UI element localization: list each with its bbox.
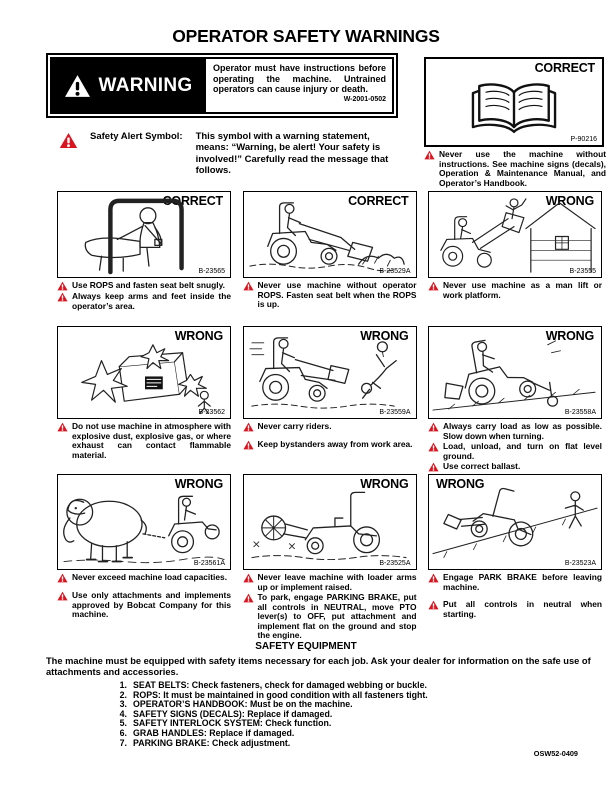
verdict-label: WRONG bbox=[174, 477, 223, 491]
illustration-explosion bbox=[58, 327, 230, 418]
caption-text: Never leave machine with loader arms up or implement raised. bbox=[257, 572, 417, 592]
equipment-item-text: GRAB HANDLES: Replace if damaged. bbox=[133, 727, 295, 738]
caption-text: Always keep arms and feet inside the operator’s area. bbox=[72, 291, 231, 311]
figure-code: P-90216 bbox=[570, 136, 597, 143]
panel-captions bbox=[243, 573, 417, 641]
figure-code: B-23558A bbox=[564, 409, 596, 416]
equipment-item-text: SAFETY SIGNS (DECALS): Replace if damaged. bbox=[133, 708, 333, 719]
caption-text: To park, engage PARKING BRAKE, put all controls in NEUTRAL, move PTO lever(s) to OFF, put attachment and implement flat on the ground and stop the engine. bbox=[257, 592, 417, 641]
caption-text: Never exceed machine load capacities. bbox=[72, 572, 228, 582]
alert-triangle-icon bbox=[59, 132, 78, 149]
caption-text: Use ROPS and fasten seat belt snugly. bbox=[72, 280, 225, 290]
illustration-slope-dismount bbox=[429, 475, 601, 569]
caption-item bbox=[57, 591, 231, 620]
alert-triangle-icon bbox=[428, 281, 439, 291]
panel-captions bbox=[57, 422, 231, 460]
equipment-item-number: 1. bbox=[119, 680, 127, 690]
caption-item bbox=[428, 573, 602, 592]
panel-captions bbox=[428, 422, 602, 472]
caption-item bbox=[424, 150, 606, 188]
panel-correct-rops-seatbelt bbox=[57, 191, 231, 312]
panel-row-2 bbox=[57, 326, 602, 473]
figure-code: B-23562 bbox=[198, 409, 225, 416]
verdict-label: WRONG bbox=[360, 477, 409, 491]
illustration-elephant-overload bbox=[58, 475, 230, 569]
safety-alert-row bbox=[59, 131, 411, 177]
equipment-item-text: PARKING BRAKE: Check adjustment. bbox=[133, 737, 291, 748]
alert-triangle-icon bbox=[428, 422, 439, 432]
verdict-label: CORRECT bbox=[534, 61, 595, 75]
warning-code: W-2001-0502 bbox=[343, 95, 386, 103]
panel-wrong-riders bbox=[243, 326, 417, 473]
equipment-item-number: 3. bbox=[119, 699, 127, 710]
illustration-rider-falling bbox=[244, 327, 416, 418]
panel-row-3 bbox=[57, 474, 602, 642]
illustration-seatbelt bbox=[58, 192, 230, 277]
caption-item bbox=[428, 600, 602, 619]
equipment-item-text: SEAT BELTS: Check fasteners, check for damaged webbing or buckle. bbox=[133, 680, 427, 690]
figure-code: B-23561A bbox=[193, 560, 225, 567]
alert-triangle-icon bbox=[428, 442, 439, 452]
warning-word: WARNING bbox=[98, 74, 193, 96]
equipment-item-text: OPERATOR’S HANDBOOK: Must be on the machine. bbox=[133, 699, 353, 710]
panel-figure bbox=[57, 191, 231, 278]
caption-item bbox=[57, 573, 231, 583]
caption-text: Never use the machine without instructions. See machine signs (decals), Operation & Maintenance Manual, and Operator’s Handbook. bbox=[439, 149, 606, 188]
caption-text: Always carry load as low as possible. Slow down when turning. bbox=[443, 421, 602, 441]
warning-label bbox=[46, 53, 398, 118]
caption-text: Put all controls in neutral when starting. bbox=[443, 599, 602, 619]
alert-triangle-icon bbox=[424, 150, 435, 160]
figure-code: B-23529A bbox=[379, 268, 411, 275]
caption-item bbox=[243, 422, 417, 432]
verdict-label: WRONG bbox=[545, 194, 594, 208]
caption-text: Use correct ballast. bbox=[443, 461, 521, 472]
panel-captions bbox=[243, 281, 417, 310]
caption-item bbox=[57, 292, 231, 311]
caption-text: Do not use machine in atmosphere with explosive dust, explosive gas, or where exhaust can contact flammable material. bbox=[72, 421, 231, 460]
panel-captions bbox=[428, 573, 602, 619]
figure-code: B-23523A bbox=[564, 560, 596, 567]
alert-triangle-icon bbox=[57, 281, 68, 291]
equipment-item-number: 4. bbox=[119, 708, 127, 719]
caption-item bbox=[428, 462, 602, 472]
caption-item bbox=[243, 440, 417, 450]
alert-triangle-icon bbox=[57, 591, 68, 601]
panel-captions bbox=[243, 422, 417, 450]
caption-text: Load, unload, and turn on flat level ground. bbox=[443, 441, 602, 461]
caption-text: Never carry riders. bbox=[257, 421, 332, 431]
caption-text: Keep bystanders away from work area. bbox=[257, 439, 413, 449]
verdict-label: CORRECT bbox=[348, 194, 409, 208]
caption-item bbox=[57, 422, 231, 460]
illustration-man-lift bbox=[429, 192, 601, 277]
caption-item bbox=[57, 281, 231, 291]
safety-equipment-list bbox=[113, 681, 533, 748]
caption-item bbox=[428, 442, 602, 461]
safety-alert-label: Safety Alert Symbol: bbox=[90, 131, 183, 142]
figure-code: B-23525A bbox=[379, 560, 411, 567]
equipment-item-number: 5. bbox=[119, 718, 127, 729]
alert-triangle-icon bbox=[428, 573, 439, 583]
caption-item bbox=[243, 281, 417, 310]
figure-code: B-23559A bbox=[379, 409, 411, 416]
figure-code: B-23555 bbox=[569, 268, 596, 275]
illustration-machine-tipping bbox=[429, 327, 601, 418]
alert-triangle-icon bbox=[57, 422, 68, 432]
warning-label-inner bbox=[50, 57, 394, 114]
panel-figure bbox=[428, 191, 602, 278]
panel-wrong-overload bbox=[57, 474, 231, 642]
panel-captions bbox=[428, 281, 602, 300]
alert-triangle-icon bbox=[243, 440, 254, 450]
alert-triangle-icon bbox=[57, 573, 68, 583]
caption-text: Engage PARK BRAKE before leaving machine. bbox=[443, 572, 602, 592]
alert-triangle-icon bbox=[243, 573, 254, 583]
equipment-item-text: SAFETY INTERLOCK SYSTEM: Check function. bbox=[133, 718, 332, 729]
panel-row-1 bbox=[57, 191, 602, 312]
panel-wrong-park-brake bbox=[428, 474, 602, 642]
verdict-label: WRONG bbox=[174, 329, 223, 343]
warning-text: Operator must have instructions before operating the machine. Untrained operators can cause injury or death. bbox=[213, 63, 386, 95]
panel-figure bbox=[428, 474, 602, 570]
panel-wrong-explosive-atmosphere bbox=[57, 326, 231, 473]
equipment-item bbox=[113, 739, 533, 749]
verdict-label: WRONG bbox=[436, 477, 485, 491]
panel-correct-operator-rops bbox=[243, 191, 417, 312]
page-title: OPERATOR SAFETY WARNINGS bbox=[172, 26, 440, 46]
panel-wrong-man-lift bbox=[428, 191, 602, 312]
equipment-item-number: 2. bbox=[119, 689, 127, 700]
caption-item bbox=[243, 593, 417, 641]
caption-item bbox=[428, 281, 602, 300]
alert-triangle-icon bbox=[428, 462, 439, 472]
panel-wrong-raised-implement bbox=[243, 474, 417, 642]
panel-wrong-load-handling bbox=[428, 326, 602, 473]
warning-label-left bbox=[50, 57, 206, 114]
panel-captions bbox=[57, 573, 231, 620]
caption-text: Never use machine as a man lift or work platform. bbox=[443, 280, 602, 300]
panel-captions bbox=[57, 281, 231, 311]
illustration-raised-tiller bbox=[244, 475, 416, 569]
safety-equipment-title: SAFETY EQUIPMENT bbox=[255, 641, 357, 652]
verdict-label: WRONG bbox=[360, 329, 409, 343]
alert-triangle-icon bbox=[243, 593, 254, 603]
alert-triangle-icon bbox=[428, 600, 439, 610]
panel-figure bbox=[243, 191, 417, 278]
panel-figure bbox=[57, 474, 231, 570]
panel-handbook bbox=[424, 57, 604, 147]
verdict-label: WRONG bbox=[545, 329, 594, 343]
panel-figure bbox=[428, 326, 602, 419]
equipment-item-number: 7. bbox=[119, 737, 127, 748]
figure-code: B-23565 bbox=[198, 268, 225, 275]
alert-triangle-icon bbox=[243, 422, 254, 432]
illustration-loader-operation bbox=[244, 192, 416, 277]
alert-triangle-icon bbox=[57, 292, 68, 302]
panel-figure bbox=[243, 326, 417, 419]
warning-label-text-area bbox=[206, 59, 392, 112]
panel-figure bbox=[243, 474, 417, 570]
verdict-label: CORRECT bbox=[162, 194, 223, 208]
warning-triangle-icon bbox=[64, 74, 91, 98]
caption-item bbox=[428, 422, 602, 441]
document-code: OSW52-0409 bbox=[533, 749, 578, 758]
alert-triangle-icon bbox=[243, 281, 254, 291]
caption-item bbox=[243, 573, 417, 592]
panel-figure bbox=[57, 326, 231, 419]
handbook-caption bbox=[424, 150, 606, 189]
caption-text: Use only attachments and implements approved by Bobcat Company for this machine. bbox=[72, 590, 231, 620]
safety-alert-text: This symbol with a warning statement, means: “Warning, be alert! Your safety is involved!” Carefully read the message that follows. bbox=[195, 131, 389, 177]
open-book-icon bbox=[455, 75, 573, 135]
equipment-item-text: ROPS: It must be maintained in good condition with all fasteners tight. bbox=[133, 689, 428, 700]
safety-equipment-intro: The machine must be equipped with safety items necessary for each job. Ask your dealer for information on the safe use of attachments and accessories. bbox=[46, 656, 591, 678]
caption-text: Never use machine without operator ROPS. Fasten seat belt when the ROPS is up. bbox=[257, 280, 417, 310]
equipment-item-number: 6. bbox=[119, 727, 127, 738]
